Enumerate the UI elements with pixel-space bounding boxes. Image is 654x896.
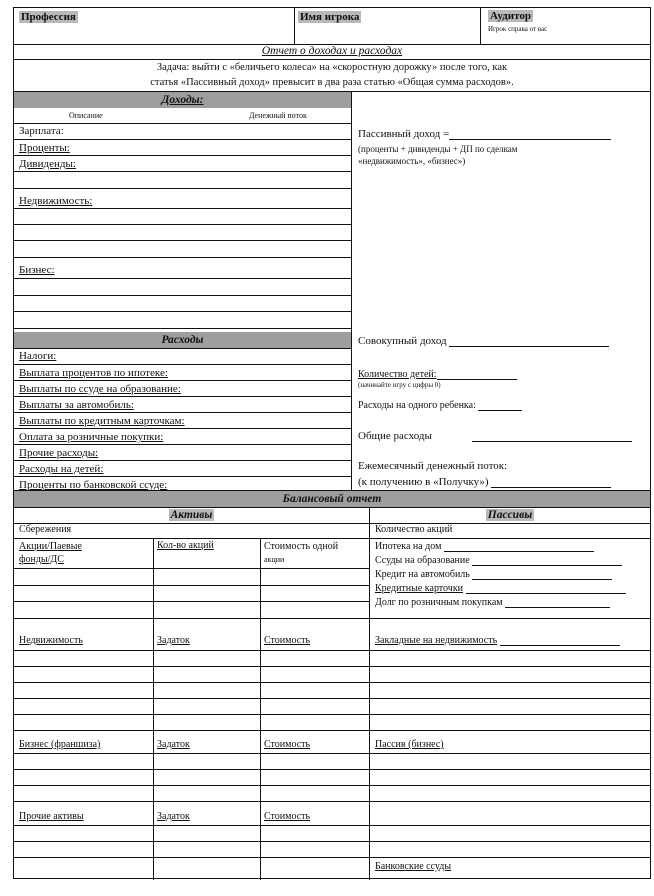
total-expenses-field[interactable]: Общие расходы <box>358 430 632 442</box>
rule <box>369 857 650 858</box>
expense-row-school-loan[interactable]: Выплаты по ссуде на образование: <box>19 383 181 395</box>
rule <box>14 785 369 786</box>
rule <box>14 714 369 715</box>
business-col-cost: Стоимость <box>264 739 311 750</box>
passive-note-2: «недвижимость», «бизнес») <box>358 156 466 166</box>
other-assets-col-cost: Стоимость <box>264 811 311 822</box>
rule <box>369 769 650 770</box>
stocks-col-shares: Кол-во акций <box>157 540 214 551</box>
total-income-field[interactable]: Совокупный доход <box>358 335 609 347</box>
other-assets-col-name: Прочие активы <box>19 811 84 822</box>
stocks-col-price: Стоимость одной акции <box>264 541 339 564</box>
rule <box>14 278 351 279</box>
income-right-border <box>351 92 352 490</box>
assets-header: Активы <box>170 509 213 521</box>
business-liab-field[interactable]: Пассив (бизнес) <box>375 739 444 750</box>
rule <box>14 257 351 258</box>
header-divider <box>480 8 481 44</box>
rule <box>14 460 351 461</box>
rule <box>14 380 351 381</box>
rule <box>14 698 369 699</box>
income-row-interest[interactable]: Проценты: <box>19 142 70 154</box>
income-col-cashflow: Денежный поток <box>249 111 307 120</box>
expense-row-children[interactable]: Расходы на детей: <box>19 463 104 475</box>
cashflow-statement-sheet <box>13 7 651 879</box>
realty-col-deposit: Задаток <box>157 635 190 646</box>
rule <box>369 841 650 842</box>
monthly-cashflow-field[interactable]: (к получению в «Получку») <box>358 476 611 488</box>
rule <box>14 208 351 209</box>
rule <box>14 224 351 225</box>
rule <box>14 240 351 241</box>
task-line-2: статья «Пассивный доход» превысит в два раза статью «Общая сумма расходов». <box>150 77 514 88</box>
rule <box>369 801 650 802</box>
income-row-dividends[interactable]: Дивиденды: <box>19 158 76 170</box>
expenses-header: Расходы <box>14 332 351 348</box>
expense-row-taxes[interactable]: Налоги: <box>19 350 57 362</box>
rule <box>14 171 351 172</box>
report-title: Отчет о доходах и расходах <box>261 45 403 57</box>
expense-row-bank-loan[interactable]: Проценты по банковской ссуде: <box>19 479 168 491</box>
liab-car-loan-field[interactable]: Кредит на автомобиль <box>375 569 612 580</box>
rule <box>14 476 351 477</box>
bank-loan-field[interactable]: Банковские ссуды <box>375 861 452 872</box>
per-child-expense-field[interactable]: Расходы на одного ребенка: <box>358 400 522 411</box>
children-count-field[interactable]: Количество детей: <box>358 369 517 380</box>
rule <box>369 825 650 826</box>
income-header: Доходы: <box>14 92 351 108</box>
rule <box>369 618 650 619</box>
rule <box>369 714 650 715</box>
expense-row-credit-cards[interactable]: Выплаты по кредитным карточкам: <box>19 415 185 427</box>
rule <box>14 59 650 60</box>
rule <box>14 801 369 802</box>
rule <box>14 650 369 651</box>
rule <box>14 568 369 569</box>
rule <box>14 364 351 365</box>
rule <box>14 311 351 312</box>
income-row-realty[interactable]: Недвижимость: <box>19 195 93 207</box>
liab-share-count-field[interactable]: Количество акций <box>375 524 453 535</box>
rule <box>14 348 351 349</box>
rule <box>14 857 369 858</box>
rule <box>14 769 369 770</box>
passive-income-field[interactable]: Пассивный доход = <box>358 128 611 140</box>
business-col-deposit: Задаток <box>157 739 190 750</box>
rule <box>14 523 650 524</box>
rule <box>14 601 369 602</box>
auditor-note: Игрок справа от вас <box>488 25 548 33</box>
liab-school-loan-field[interactable]: Ссуды на образование <box>375 555 622 566</box>
rule <box>14 123 351 124</box>
rule <box>14 139 351 140</box>
rule <box>14 682 369 683</box>
expense-row-other[interactable]: Прочие расходы: <box>19 447 99 459</box>
task-line-1: Задача: выйти с «беличьего колеса» на «скоростную дорожку» после того, как <box>156 62 508 73</box>
rule <box>14 753 369 754</box>
rule <box>369 666 650 667</box>
rule <box>14 188 351 189</box>
rule <box>14 396 351 397</box>
expense-row-car[interactable]: Выплаты за автомобиль: <box>19 399 134 411</box>
income-row-salary[interactable]: Зарплата: <box>19 125 64 137</box>
rule <box>369 682 650 683</box>
savings-field[interactable]: Сбережения <box>19 524 72 535</box>
rule <box>14 585 369 586</box>
liab-mortgage-field[interactable]: Ипотека на дом <box>375 541 594 552</box>
expense-row-retail[interactable]: Оплата за розничные покупки: <box>19 431 164 443</box>
auditor-field[interactable]: Аудитор <box>490 10 531 22</box>
stocks-col-name: Акции/Паевые фонды/ДС <box>19 541 82 565</box>
children-note: (начинайте игру с цифры 0) <box>358 381 441 389</box>
rule <box>14 618 369 619</box>
rule <box>14 155 351 156</box>
rule <box>14 841 369 842</box>
monthly-cashflow-label: Ежемесячный денежный поток: <box>358 460 508 472</box>
liab-retail-debt-field[interactable]: Долг по розничным покупкам <box>375 597 610 608</box>
rule <box>14 666 369 667</box>
income-col-description: Описание <box>69 111 103 120</box>
realty-mortgage-field[interactable]: Закладные на недвижимость <box>375 635 620 646</box>
income-row-business[interactable]: Бизнес: <box>19 264 55 276</box>
expense-row-mortgage[interactable]: Выплата процентов по ипотеке: <box>19 367 168 379</box>
business-col-name: Бизнес (франшиза) <box>19 739 101 750</box>
rule <box>14 328 351 329</box>
asset-col-divider <box>260 538 261 880</box>
rule <box>369 753 650 754</box>
rule <box>369 698 650 699</box>
asset-col-divider <box>153 538 154 880</box>
rule <box>14 412 351 413</box>
realty-col-name: Недвижимость <box>19 635 83 646</box>
balance-sheet-header: Балансовый отчет <box>14 491 650 507</box>
rule <box>369 650 650 651</box>
rule <box>369 538 650 539</box>
rule <box>14 825 369 826</box>
other-assets-col-deposit: Задаток <box>157 811 190 822</box>
rule <box>14 538 369 539</box>
rule <box>14 295 351 296</box>
realty-col-cost: Стоимость <box>264 635 311 646</box>
rule <box>369 785 650 786</box>
liabilities-header: Пассивы <box>487 509 533 521</box>
header-divider <box>294 8 295 44</box>
profession-field[interactable]: Профессия <box>21 11 76 23</box>
rule <box>14 428 351 429</box>
passive-note-1: (проценты + дивиденды + ДП по сделкам <box>358 144 518 154</box>
player-name-field[interactable]: Имя игрока <box>300 11 360 23</box>
rule <box>14 730 369 731</box>
rule <box>369 730 650 731</box>
liab-credit-cards-field[interactable]: Кредитные карточки <box>375 583 626 594</box>
rule <box>14 444 351 445</box>
